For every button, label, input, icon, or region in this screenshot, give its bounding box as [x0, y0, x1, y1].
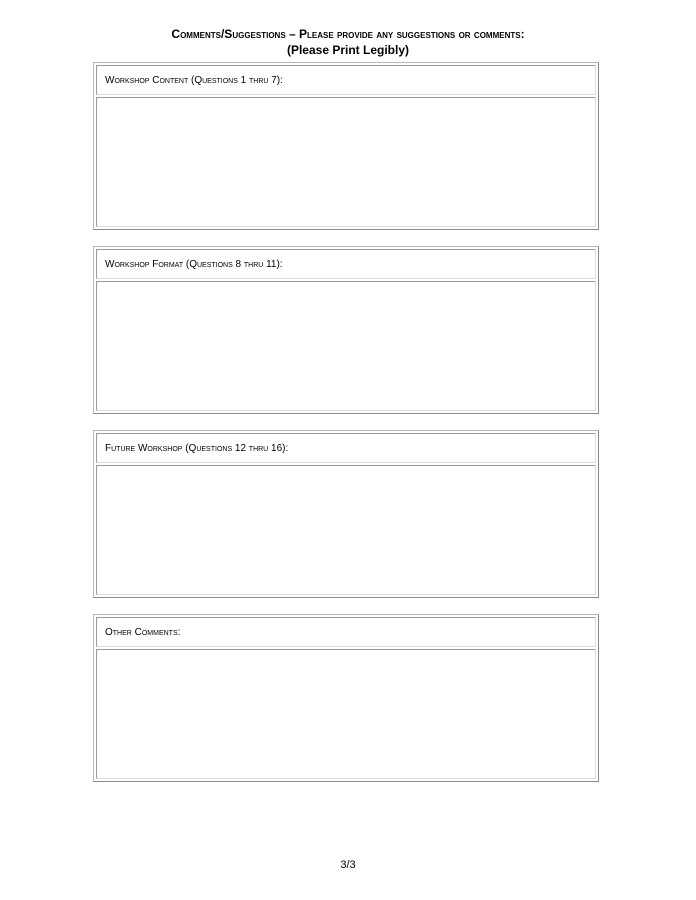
section-label: Workshop Content (Questions 1 thru 7): — [96, 65, 596, 95]
title-line-2: (Please Print Legibly) — [286, 43, 410, 57]
comment-field-workshop-format[interactable] — [96, 281, 596, 411]
comment-field-workshop-content[interactable] — [96, 97, 596, 227]
section-workshop-format — [93, 246, 599, 414]
comment-field-future-workshop[interactable] — [96, 465, 596, 595]
section-label: Future Workshop (Questions 12 thru 16): — [96, 433, 596, 463]
section-label: Other Comments: — [96, 617, 596, 647]
section-future-workshop — [93, 430, 599, 598]
page-number: 3/3 — [340, 859, 356, 871]
title-line-1: Comments/Suggestions – Please provide any suggestions or comments: — [171, 27, 525, 41]
section-label: Workshop Format (Questions 8 thru 11): — [96, 249, 596, 279]
comment-field-other-comments[interactable] — [96, 649, 596, 779]
section-workshop-content — [93, 62, 599, 230]
section-other-comments — [93, 614, 599, 782]
page-title — [0, 26, 696, 58]
